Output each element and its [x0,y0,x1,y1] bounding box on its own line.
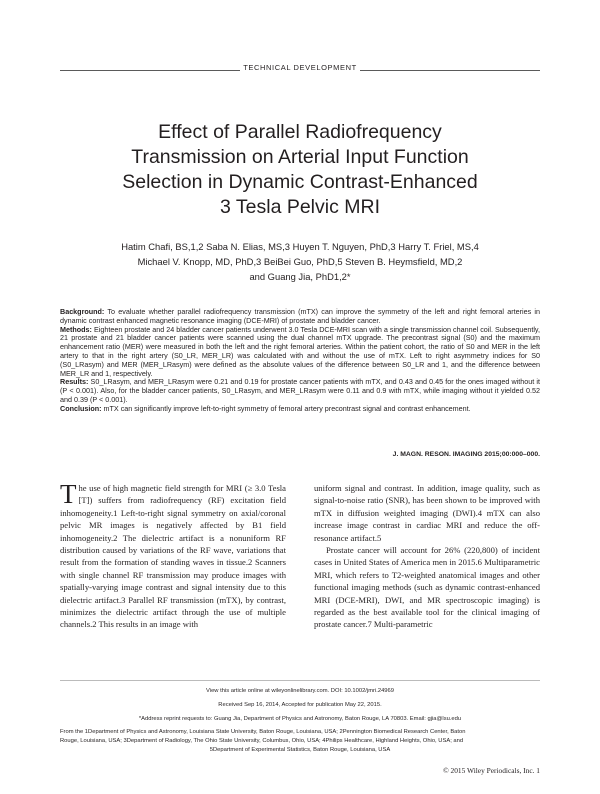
body-paragraph: The use of high magnetic field strength for MRI (≥ 3.0 Tesla [T]) suffers from radiofrequency (RF) excitation field inhomogeneity.1 Left-to-right signal symmetry on axial/coronal pelvic MR images is negatively affected by B1 field inhomogeneity.2 The dielectric artifact is a nonuniform RF distribution caused by variations of the RF wave, variations that result from the formation of standing waves in tissue.2 Scanners with single channel RF transmission may produce images with spatially-varying image contrast and signal intensity due to this dielectric artifact.3 Parallel RF transmission (mTX), by contrast, minimizes the dielectric artifact through the use of multiple channels.2 This results in an image with [60,479,286,630]
author-line: and Guang Jia, PhD1,2* [249,271,351,282]
abstract-background: Background: To evaluate whether parallel radiofrequency transmission (mTX) can improve the symmetry of the left and right femoral arteries in dynamic contrast enhanced magnetic resonance imaging (DCE-MRI) of prostate and bladder cancer. [60,307,540,325]
footnotes [60,687,540,755]
received-note: Received Sep 16, 2014, Accepted for publication May 22, 2015. [218,701,382,708]
title-line: Selection in Dynamic Contrast-Enhanced [122,171,478,193]
affiliations-line: Rouge, Louisiana, USA; 3Department of Radiology, The Ohio State University, Columbus, Ohio, USA; 4Philips Healthcare, Highland Heights, Ohio, USA; and [60,738,464,745]
header-rule-right [360,70,540,71]
title-line: 3 Tesla Pelvic MRI [219,196,381,218]
affiliations-line: 5Department of Experimental Statistics, Baton Rouge, Louisiana, USA [209,746,391,753]
body-column-right [314,482,540,631]
section-label: TECHNICAL DEVELOPMENT [243,63,357,72]
view-online-note: View this article online at wileyonlinelibrary.com. DOI: 10.1002/jmri.24969 [206,688,394,694]
abstract-results: Results: S0_LRasym, and MER_LRasym were 0.21 and 0.19 for prostate cancer patients with mTX, and 0.43 and 0.45 for the ones imaged without it (P < 0.001). Also, for the bladder cancer patients, S0_LRasym, and MER_LRasym were 0.11 and 0.9 with mTX, while imaging without it yielded 0.52 and 0.39 (P < 0.001). [60,377,541,404]
affiliations-line: From the 1Department of Physics and Astronomy, Louisiana State University, Baton Rouge, Louisiana, USA; 2Pennington Biomedical Research Center, Baton [60,729,466,736]
conclusion-label: Conclusion: [60,403,102,413]
title-line: Effect of Parallel Radiofrequency [158,121,442,143]
article-title [60,120,540,220]
background-label: Background: [60,307,105,316]
abstract-methods: Methods: Eighteen prostate and 24 bladder cancer patients underwent 3.0 Tesla DCE-MRI scan with a single transmission channel coil. Subsequently, 21 prostate and 21 bladder cancer patients were scanned using the dual channel mTX upgrade. The precontrast signal (S0) and the maximum enhancement ratio (MER) were measured in both the left and the right femoral arteries. Within the patient cohort, the ratio of S0 and MER in the left artery to that in the right artery (S0_LR, MER_LR) was calculated with and without the use of mTX. Left to right asymmetry indices for S0 (S0_LRasym) and MER (MER_LRasym) were defined as the absolute values of the difference between S0_LR and 1, and the difference between MER_LR and 1, respectively. [60,324,540,378]
body-paragraph: uniform signal and contrast. In addition, image quality, such as signal-to-noise ratio (SNR), has been shown to be improved with mTX in diffusion weighted imaging (DWI).4 mTX can also increase image contrast in cardiac MRI and reduce the off-resonance artifact.5 [314,483,540,543]
drop-cap: T [60,479,77,509]
abstract-conclusion: Conclusion: mTX can significantly improve left-to-right symmetry of femoral artery precontrast signal and contrast enhancement. [60,403,471,413]
results-label: Results: [60,377,89,387]
author-line: Michael V. Knopp, MD, PhD,3 BeiBei Guo, PhD,5 Steven B. Heymsfield, MD,2 [137,256,463,267]
address-note: *Address reprint requests to: Guang Jia, Department of Physics and Astronomy, Baton Rouge, LA 70803. Email: gjia@lsu.edu [138,715,462,722]
author-list [60,239,540,284]
copyright-page-number: © 2015 Wiley Periodicals, Inc. 1 [443,766,540,775]
title-line: Transmission on Arterial Input Function [131,146,469,168]
header-rule-left [60,70,240,71]
footnote-divider [60,680,540,681]
body-column-left [60,479,286,631]
body-paragraph: Prostate cancer will account for 26% (220,800) of incident cases in United States of America men in 2015.6 Multiparametric MRI, which refers to T2-weighted anatomical images and other functional imaging methods (such as dynamic contrast-enhanced MRI (DCE-MRI), DWI, and MR spectroscopic imaging) is regarded as the best available tool for the clinical imaging of prostate cancer.7 Multi-parametric [314,545,540,630]
methods-label: Methods: [60,324,92,334]
abstract [60,308,540,414]
journal-citation: J. MAGN. RESON. IMAGING 2015;00:000–000. [392,451,540,458]
author-line: Hatim Chafi, BS,1,2 Saba N. Elias, MS,3 Huyen T. Nguyen, PhD,3 Harry T. Friel, MS,4 [121,241,479,252]
